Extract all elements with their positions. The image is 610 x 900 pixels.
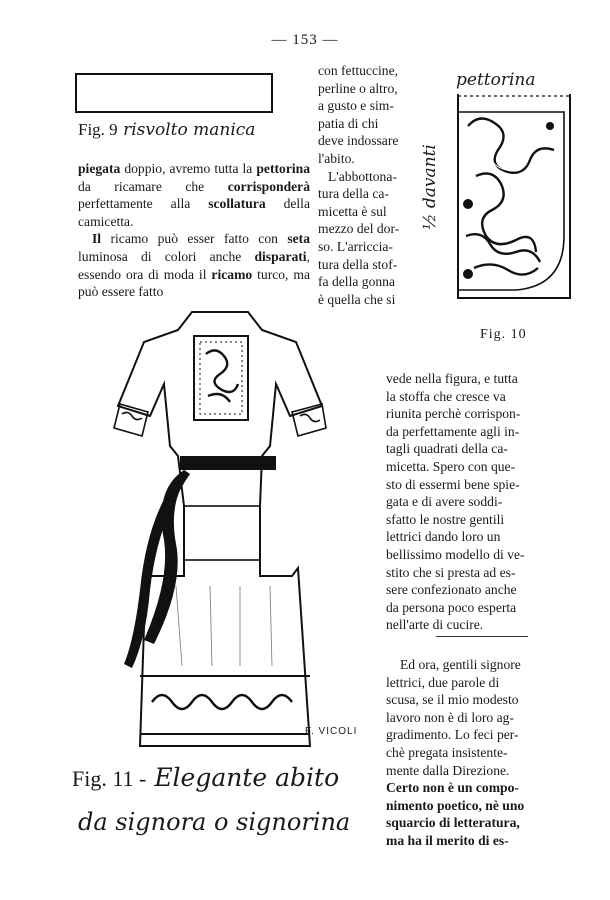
text-line: tura della ca- — [318, 186, 389, 202]
text-line: gata e di avere soddi- — [386, 494, 503, 510]
text-line: L'abbottona- — [328, 168, 397, 184]
text-line: con fettuccine, — [318, 63, 399, 78]
illustrator-signature: F. VICOLI — [305, 726, 358, 737]
fig9-caption-prefix: Fig. 9 — [78, 120, 118, 139]
text-line: fa della gonna — [318, 274, 395, 290]
text-line: lavoro non è di loro ag- — [386, 709, 514, 725]
text-line: Ed ora, gentili signore — [400, 657, 521, 672]
text-line: a gusto e sim- — [318, 98, 394, 114]
text-line: ma ha il merito di es- — [386, 832, 509, 848]
text-line: perline o altro, — [318, 80, 398, 96]
text-line: la stoffa che cresce va — [386, 388, 506, 404]
text-line: nimento poetico, nè uno — [386, 797, 525, 813]
text-line: so. L'arriccia- — [318, 238, 393, 254]
right-narrow-column — [318, 62, 424, 308]
fig10-label-davanti: ½ davanti — [420, 144, 440, 230]
page-number: — 153 — — [271, 32, 339, 48]
sleeve-cuff-illustration — [74, 72, 276, 116]
right-column-mid — [386, 370, 567, 634]
text-line: squarcio di letteratura, — [386, 815, 520, 831]
text-line: bellissimo modello di ve- — [386, 546, 525, 562]
text-line: sto di essermi bene spie- — [386, 476, 520, 492]
text-line: mente dalla Direzione. — [386, 762, 510, 778]
right-column-bottom — [386, 656, 567, 850]
fig9-caption-text: risvolto manica — [123, 120, 256, 140]
fig10-label-pettorina: pettorina — [456, 70, 536, 90]
text-line: deve indossare — [318, 133, 399, 149]
text-line: nell'arte di cucire. — [386, 617, 484, 633]
text-line: sfatto le nostre gentili — [386, 511, 505, 527]
text-line: riunita perchè corrispon- — [386, 406, 521, 422]
left-column-text — [78, 160, 310, 301]
fig9-caption — [78, 120, 255, 140]
text-line: l'abito. — [318, 150, 355, 166]
text-line: micetta è sul — [318, 203, 387, 219]
text-line: tura della stof- — [318, 256, 398, 272]
fig11-caption-prefix: Fig. 11 - — [72, 766, 147, 791]
text-line: stito che si presta ad es- — [386, 564, 516, 580]
text-line: tagli quadrati della ca- — [386, 441, 508, 457]
paragraph: piegata doppio, avremo tutta la pettorina da ricamare che corrisponderà perfettamente alla scollatura della camicetta. — [78, 161, 310, 229]
fig11-caption — [72, 763, 339, 792]
text-line: lettrici dando loro un — [386, 529, 501, 545]
text-line: sere confezionato anche — [386, 582, 517, 598]
fig10-caption: Fig. 10 — [480, 327, 527, 342]
text-line: è quella che si — [318, 291, 396, 307]
text-line: da persona poco esperta — [386, 599, 517, 615]
text-line: gradimento. Lo feci per- — [386, 727, 519, 743]
paragraph: Il ricamo può esser fatto con seta luminosa di colori anche disparati, essendo ora di moda il ricamo turco, ma può essere fatto — [78, 231, 311, 300]
divider — [436, 636, 528, 637]
text-line: scusa, se il mio modesto — [386, 692, 519, 708]
text-line: micetta. Spero con que- — [386, 458, 516, 474]
fig11-caption-line2: da signora o signorina — [78, 808, 351, 836]
text-line: da perfettamente agli in- — [386, 423, 520, 439]
text-line: chè pregata insistente- — [386, 744, 508, 760]
text-line: Certo non è un compo- — [386, 780, 519, 796]
dress-illustration — [100, 306, 340, 756]
text-line: mezzo del dor- — [318, 221, 400, 237]
text-line: vede nella figura, e tutta — [386, 371, 518, 386]
fig11-caption-line1: Elegante abito — [154, 763, 340, 792]
text-line: lettrici, due parole di — [386, 674, 500, 690]
pettorina-pattern-illustration — [446, 86, 576, 308]
text-line: patia di chi — [318, 115, 379, 131]
